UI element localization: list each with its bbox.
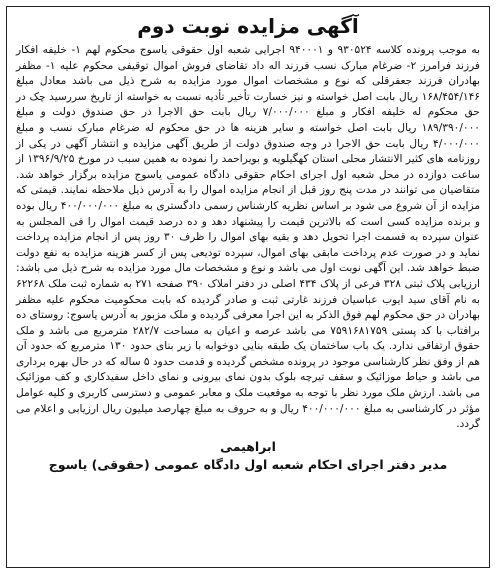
auction-notice [6, 6, 490, 568]
notice-title: آگهی مزایده نوبت دوم [137, 14, 359, 38]
office-title: مدیر دفتر اجرای احکام شعبه اول دادگاه عمومی (حقوقی) یاسوج [48, 456, 448, 472]
notice-footer [16, 438, 480, 474]
signer-name: ابراهیمی [220, 438, 276, 454]
notice-body: به موجب پرونده کلاسه ۹۳۰۵۲۴ و ۹۴۰۰۰۱ اجرایی شعبه اول حقوقی یاسوج محکوم لهم ۱- خلیفه افکار فرزند فرامرز ۲- ضرغام مبارک نسب فرزند اله داد تقاضای فروش اموال توقیفی محکوم علیه ۱- مظفر بهادران فرزند جعفرقلی که نوع و مشخصات اموال مورد مزایده به شرح ذیل می باشد معادل مبلغ ۱۶۸/۴۵۴/۱۴۶ ریال بابت اصل خواسته و نیز خسارت تأخیر تأدیه نسبت به خواسته از تاریخ سررسید چک در حق محکوم له خلیفه افکار و مبلغ ۷/۰۰۰/۰۰۰ ریال بابت حق الاجرا در حق صندوق دولت و مبلغ ۱۸۹/۳۹۰/۰۰۰ ریال بابت اصل خواسته و سایر هزینه ها در حق محکوم له ضرغام مبارک نسب و مبلغ ۴/۰۰۰/۰۰۰ ریال بابت حق الاجرا در وجه صندوق دولت از طریق آگهی مزایده و انتشار آگهی در یکی از روزنامه های کثیر الانتشار محلی استان کهگیلویه و بویراحمد را نموده به همین سبب در مورخ ۱۳۹۶/۹/۲۵ از ساعت دوازده در محل شعبه اول اجرای احکام حقوقی دادگاه عمومی یاسوج مزایده برگزار خواهد شد. متقاضیان می توانند در مدت پنج روز قبل از انجام مزایده اموال را به آدرس ذیل ملاحظه نمایند. قیمتی که مزایده از آن شروع می شود بر اساس نظریه کارشناس رسمی دادگستری به مبلغ ۴۰۰/۰۰۰/۰۰۰ ریال بوده و برنده مزایده کسی است که بالاترین قیمت را پیشنهاد دهد و ده درصد قیمت اموال را فی المجلس به عنوان سپرده به قسمت اجرا تحویل دهد و بقیه بهای اموال را ظرف ۳۰ روز پس از انجام مزایده پرداخت نماید و در صورت عدم پرداخت مابقی بهای اموال، سپرده تودیعی پس از کسر هزینه مزایده به نفع دولت ضبط خواهد شد. این آگهی نوبت اول می باشد و نوع و مشخصات مال مورد مزایده به شرح ذیل می باشد: ارزیابی پلاک ثبتی ۳۲۸ فرعی از پلاک ۴۳۴ اصلی در دفتر املاک ۳۹۰ صفحه ۲۷۱ به شماره ثبت ملک ۶۲۲۶۸ به نام آقای سید ایوب عباسیان فرزند غارتی ثبت و صادر گردیده که بابت محکومیت محکوم علیه مظفر بهادران در حق محکوم لهم فوق الذکر به این اجرا معرفی گردیده و ملک مزبور به آدرس یاسوج: روستای ده برافتاب با کد پستی ۷۵۹۱۶۸۱۷۵۹ می باشد عرصه و اعیان به مساحت ۲۸۲/۷ مترمربع می باشد و ملک حقوق ارتفاقی ندارد. یک باب ساختمان یک طبقه بنایی دوخوابه با زیر بنای حدود ۱۳۰ مترمربع که حدود آن هم از وفق نظر کارشناسی موجود در پرونده مشخص گردیده و قدمت حدود ۵ ساله که در حال بهره برداری می باشد و حیاط موزائیک و سقف تیرچه بلوک بدون نمای بیرونی و نمای داخل سفیدکاری و کف موزائیک می باشد. ارزش ملک مورد نظر با توجه به موقعیت ملک و معابر عمومی و دسترسی کاربری و کلیه عوامل مؤثر در کارشناسی به مبلغ ۴۰۰/۰۰۰/۰۰۰ ریال و به حروف به مبلغ چهارصد میلیون ریال ارزیابی و اعلام می گردد. [16, 44, 481, 431]
